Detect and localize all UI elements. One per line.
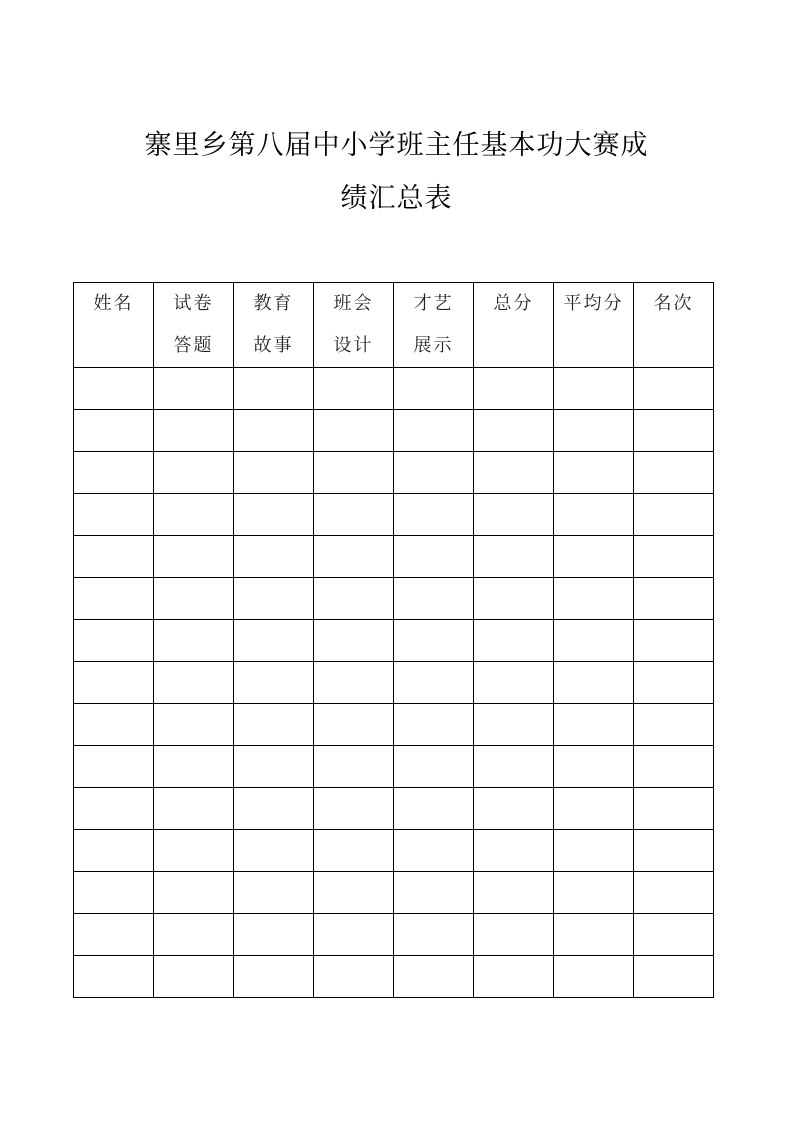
table-cell[interactable]: [634, 536, 714, 578]
table-cell[interactable]: [74, 704, 154, 746]
table-cell[interactable]: [154, 956, 234, 998]
table-cell[interactable]: [474, 662, 554, 704]
table-row: [74, 410, 714, 452]
table-cell[interactable]: [554, 410, 634, 452]
table-row: [74, 746, 714, 788]
table-cell[interactable]: [74, 536, 154, 578]
table-cell[interactable]: [634, 368, 714, 410]
table-cell[interactable]: [634, 788, 714, 830]
table-cell[interactable]: [474, 914, 554, 956]
table-cell[interactable]: [314, 788, 394, 830]
header-class-meeting-design: 班会 设计: [314, 283, 394, 368]
table-cell[interactable]: [554, 872, 634, 914]
table-cell[interactable]: [554, 578, 634, 620]
table-cell[interactable]: [234, 872, 314, 914]
table-cell[interactable]: [234, 830, 314, 872]
table-cell[interactable]: [394, 956, 474, 998]
table-cell[interactable]: [314, 368, 394, 410]
table-row: [74, 788, 714, 830]
table-cell[interactable]: [554, 494, 634, 536]
title-line-1: 寨里乡第八届中小学班主任基本功大赛成: [144, 130, 649, 161]
table-cell[interactable]: [154, 788, 234, 830]
table-cell[interactable]: [234, 746, 314, 788]
table-row: [74, 536, 714, 578]
table-cell[interactable]: [314, 494, 394, 536]
table-cell[interactable]: [314, 872, 394, 914]
table-row: [74, 368, 714, 410]
table-cell[interactable]: [474, 620, 554, 662]
table-cell[interactable]: [634, 494, 714, 536]
table-cell[interactable]: [394, 578, 474, 620]
table-cell[interactable]: [634, 830, 714, 872]
table-cell[interactable]: [394, 704, 474, 746]
table-cell[interactable]: [554, 452, 634, 494]
table-row: [74, 662, 714, 704]
table-cell[interactable]: [394, 368, 474, 410]
table-cell[interactable]: [154, 410, 234, 452]
table-row: [74, 452, 714, 494]
table-cell[interactable]: [634, 662, 714, 704]
table-cell[interactable]: [394, 788, 474, 830]
table-cell[interactable]: [74, 788, 154, 830]
table-cell[interactable]: [394, 620, 474, 662]
header-written-test: 试卷 答题: [154, 283, 234, 368]
table-cell[interactable]: [234, 368, 314, 410]
table-cell[interactable]: [314, 578, 394, 620]
table-cell[interactable]: [474, 872, 554, 914]
table-row: [74, 872, 714, 914]
table-cell[interactable]: [554, 662, 634, 704]
table-cell[interactable]: [234, 578, 314, 620]
table-cell[interactable]: [74, 368, 154, 410]
header-average-score: 平均分: [554, 283, 634, 368]
table-cell[interactable]: [314, 536, 394, 578]
table-row: [74, 914, 714, 956]
table-cell[interactable]: [74, 452, 154, 494]
header-education-story: 教育 故事: [234, 283, 314, 368]
table-cell[interactable]: [554, 746, 634, 788]
table-cell[interactable]: [394, 410, 474, 452]
page-title: [0, 124, 793, 221]
table-cell[interactable]: [234, 452, 314, 494]
table-cell[interactable]: [394, 830, 474, 872]
score-summary-table: [73, 282, 714, 998]
table-cell[interactable]: [474, 704, 554, 746]
table-cell[interactable]: [74, 494, 154, 536]
table-cell[interactable]: [74, 830, 154, 872]
table-cell[interactable]: [314, 452, 394, 494]
table-cell[interactable]: [634, 914, 714, 956]
table-cell[interactable]: [154, 872, 234, 914]
table-cell[interactable]: [394, 536, 474, 578]
table-cell[interactable]: [74, 914, 154, 956]
table-cell[interactable]: [74, 872, 154, 914]
table-cell[interactable]: [314, 830, 394, 872]
table-cell[interactable]: [554, 368, 634, 410]
table-cell[interactable]: [554, 620, 634, 662]
table-cell[interactable]: [474, 410, 554, 452]
table-cell[interactable]: [314, 746, 394, 788]
table-cell[interactable]: [154, 914, 234, 956]
table-cell[interactable]: [474, 746, 554, 788]
table-cell[interactable]: [234, 662, 314, 704]
table-row: [74, 494, 714, 536]
table-cell[interactable]: [634, 956, 714, 998]
title-line-2: 绩汇总表: [340, 183, 453, 214]
header-rank: 名次: [634, 283, 714, 368]
table-cell[interactable]: [154, 368, 234, 410]
table-cell[interactable]: [74, 956, 154, 998]
table-cell[interactable]: [634, 578, 714, 620]
table-cell[interactable]: [154, 830, 234, 872]
table-cell[interactable]: [474, 536, 554, 578]
table-cell[interactable]: [234, 410, 314, 452]
header-total-score: 总分: [474, 283, 554, 368]
table-cell[interactable]: [234, 620, 314, 662]
table-body: [74, 368, 714, 998]
table-cell[interactable]: [314, 956, 394, 998]
table-row: [74, 830, 714, 872]
table-row: [74, 578, 714, 620]
table-cell[interactable]: [634, 704, 714, 746]
table-cell[interactable]: [554, 830, 634, 872]
table-cell[interactable]: [154, 536, 234, 578]
table-cell[interactable]: [394, 746, 474, 788]
table-cell[interactable]: [74, 620, 154, 662]
table-row: [74, 704, 714, 746]
table-cell[interactable]: [74, 578, 154, 620]
table-cell[interactable]: [554, 788, 634, 830]
table-cell[interactable]: [394, 494, 474, 536]
table-cell[interactable]: [554, 956, 634, 998]
table-cell[interactable]: [314, 662, 394, 704]
table-cell[interactable]: [474, 452, 554, 494]
table-cell[interactable]: [474, 578, 554, 620]
table-cell[interactable]: [634, 620, 714, 662]
table-cell[interactable]: [234, 914, 314, 956]
table-cell[interactable]: [314, 704, 394, 746]
table-cell[interactable]: [394, 914, 474, 956]
table-cell[interactable]: [634, 410, 714, 452]
table-cell[interactable]: [154, 578, 234, 620]
table-cell[interactable]: [74, 662, 154, 704]
table-cell[interactable]: [474, 368, 554, 410]
table-cell[interactable]: [74, 410, 154, 452]
table-cell[interactable]: [234, 704, 314, 746]
table-cell[interactable]: [154, 704, 234, 746]
table-cell[interactable]: [394, 872, 474, 914]
table-cell[interactable]: [474, 956, 554, 998]
table-cell[interactable]: [234, 788, 314, 830]
table-cell[interactable]: [154, 452, 234, 494]
table-cell[interactable]: [474, 830, 554, 872]
table-cell[interactable]: [154, 494, 234, 536]
table-cell[interactable]: [234, 956, 314, 998]
table-row: [74, 956, 714, 998]
table-row: [74, 620, 714, 662]
table-cell[interactable]: [234, 536, 314, 578]
table-cell[interactable]: [554, 704, 634, 746]
table-cell[interactable]: [474, 788, 554, 830]
table-cell[interactable]: [314, 914, 394, 956]
table-cell[interactable]: [554, 536, 634, 578]
table-cell[interactable]: [474, 494, 554, 536]
table-cell[interactable]: [394, 662, 474, 704]
table-cell[interactable]: [154, 662, 234, 704]
table-cell[interactable]: [634, 452, 714, 494]
table-cell[interactable]: [554, 914, 634, 956]
table-cell[interactable]: [314, 620, 394, 662]
header-talent-show: 才艺 展示: [394, 283, 474, 368]
table-cell[interactable]: [634, 872, 714, 914]
table-cell[interactable]: [154, 620, 234, 662]
table-cell[interactable]: [634, 746, 714, 788]
header-name: 姓名: [74, 283, 154, 368]
table-cell[interactable]: [394, 452, 474, 494]
table-cell[interactable]: [154, 746, 234, 788]
table-cell[interactable]: [234, 494, 314, 536]
table-cell[interactable]: [74, 746, 154, 788]
table-cell[interactable]: [314, 410, 394, 452]
header-row: [74, 283, 714, 368]
